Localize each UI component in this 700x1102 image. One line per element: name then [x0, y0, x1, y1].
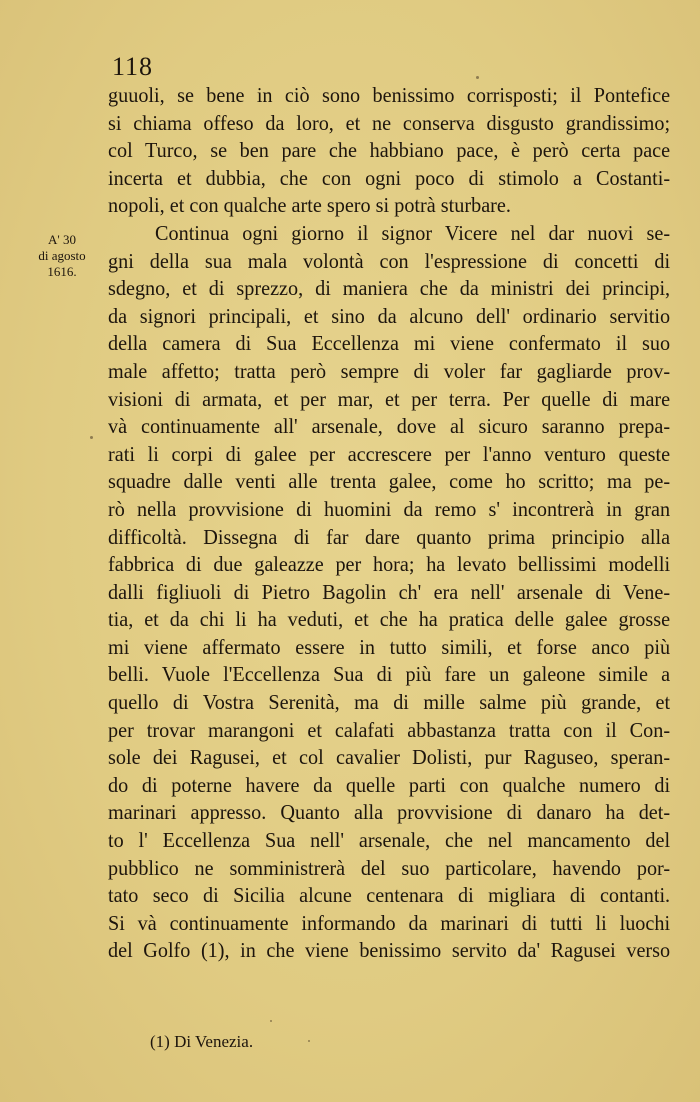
page-number: 118	[112, 52, 154, 81]
text-line: Si và continuamente informando da marinari di tutti li luochi	[108, 910, 671, 935]
text-line: male affetto; tratta però sempre di voler far gagliarde prov-	[108, 358, 671, 383]
text-line: sdegno, et di sprezzo, di maniera che da ministri dei principi,	[108, 276, 671, 301]
paper-speck	[90, 436, 93, 439]
paper-speck	[308, 1040, 310, 1042]
text-line: incerta et dubbia, che con ogni poco di stimolo a Costanti-	[108, 165, 671, 190]
text-line: gni della sua mala volontà con l'espressione di concetti di	[108, 248, 671, 273]
margin-date-note	[26, 232, 98, 280]
text-line: col Turco, se ben pare che habbiano pace, è però certa pace	[108, 138, 671, 163]
text-line: guuoli, se bene in ciò sono benissimo corrisposti; il Pontefice	[108, 83, 671, 107]
paper-speck	[270, 1020, 272, 1022]
text-line: pubblico ne somministrerà del suo particolare, havendo por-	[108, 855, 671, 880]
margin-note-line: di agosto	[38, 248, 86, 263]
text-line: sole dei Ragusei, et col cavalier Dolisti, pur Raguseo, speran-	[108, 745, 671, 770]
text-line: mi viene affermato essere in tutto simili, et forse anco più	[108, 634, 671, 659]
text-line: dalli figliuoli di Pietro Bagolin ch' era nell' arsenale di Vene-	[108, 579, 671, 604]
text-line: per trovar marangoni et calafati abbastanza tratta con il Con-	[108, 717, 671, 742]
text-line: visioni di armata, et per mar, et per terra. Per quelle di mare	[108, 386, 671, 411]
text-line: rò nella provvisione di huomini da remo s' incontrerà in gran	[108, 496, 671, 521]
body-text	[108, 82, 671, 965]
paper-speck	[476, 76, 479, 79]
footnote: (1) Di Venezia.	[150, 1032, 254, 1051]
text-line: da signori principali, et sino da alcuno dell' ordinario servitio	[108, 303, 671, 328]
text-line: nopoli, et con qualche arte spero si potrà sturbare.	[108, 193, 511, 218]
margin-note-line: A' 30	[48, 232, 76, 247]
text-line: si chiama offeso da loro, et ne conserva disgusto grandissimo;	[108, 110, 671, 135]
text-line: và continuamente all' arsenale, dove al sicuro saranno prepa-	[108, 414, 671, 439]
text-line: to l' Eccellenza Sua nell' arsenale, che nel mancamento del	[108, 828, 671, 853]
text-line: squadre dalle venti alle trenta galee, come ho scritto; ma pe-	[108, 469, 671, 494]
text-line: fabbrica di due galeazze per hora; ha levato bellissimi modelli	[108, 552, 671, 577]
text-line: rati li corpi di galee per accrescere per l'anno venturo queste	[108, 441, 671, 466]
text-line: marinari appresso. Quanto alla provvisione di danaro ha det-	[108, 800, 671, 825]
margin-note-line: 1616.	[47, 264, 77, 279]
text-line: do di poterne havere da quelle parti con qualche numero di	[108, 772, 671, 797]
text-line: quello di Vostra Serenità, ma di mille salme più grande, et	[108, 690, 671, 715]
text-line: della camera di Sua Eccellenza mi viene confermato il suo	[108, 331, 671, 356]
text-line: tato seco di Sicilia alcune centenara di migliara di contanti.	[108, 883, 671, 908]
text-line: belli. Vuole l'Eccellenza Sua di più fare un galeone simile a	[108, 662, 671, 687]
text-line: Continua ogni giorno il signor Vicere nel dar nuovi se-	[155, 220, 671, 245]
text-line: del Golfo (1), in che viene benissimo servito da' Ragusei verso	[108, 938, 671, 963]
text-line: tia, et da chi li ha veduti, et che ha pratica delle galee grosse	[108, 607, 671, 632]
text-line: difficoltà. Dissegna di far dare quanto prima principio alla	[108, 524, 671, 549]
